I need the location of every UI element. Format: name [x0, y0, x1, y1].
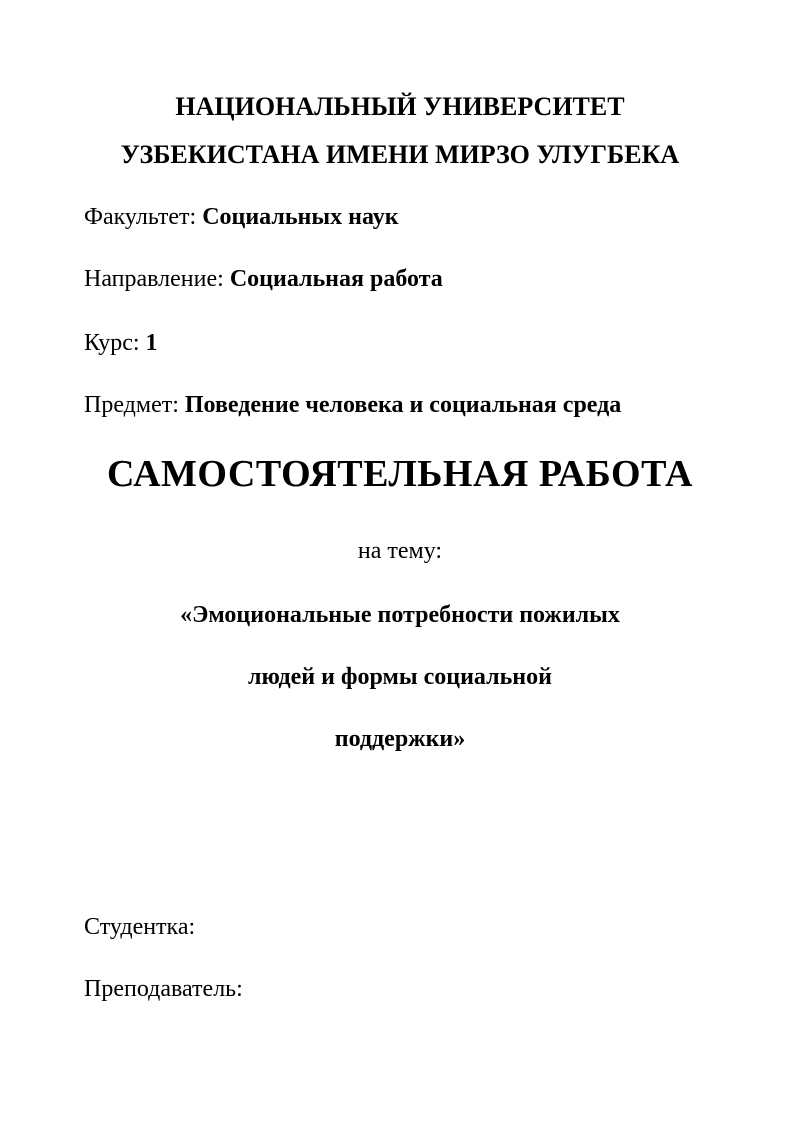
- subject-label: Предмет:: [84, 392, 179, 418]
- direction-row: [84, 266, 443, 293]
- subject-row: [84, 392, 621, 419]
- faculty-row: [84, 204, 399, 231]
- faculty-label: Факультет:: [84, 204, 197, 230]
- teacher-label: Преподаватель:: [84, 976, 243, 1002]
- faculty-value: Социальных наук: [202, 204, 399, 230]
- topic-line-1: «Эмоциональные потребности пожилых: [180, 602, 620, 628]
- topic-line-2: людей и формы социальной: [248, 664, 552, 690]
- course-row: [84, 330, 158, 357]
- topic-intro: на тему:: [357, 538, 443, 564]
- direction-value: Социальная работа: [229, 266, 443, 292]
- course-label: Курс:: [84, 330, 140, 356]
- subject-value: Поведение человека и социальная среда: [184, 392, 622, 418]
- direction-label: Направление:: [84, 266, 224, 292]
- work-title: САМОСТОЯТЕЛЬНАЯ РАБОТА: [107, 453, 693, 495]
- course-value: 1: [145, 330, 158, 356]
- university-name-line-1: НАЦИОНАЛЬНЫЙ УНИВЕРСИТЕТ: [175, 92, 625, 121]
- university-name-line-2: УЗБЕКИСТАНА ИМЕНИ МИРЗО УЛУГБЕКА: [120, 140, 680, 169]
- student-label: Студентка:: [84, 914, 196, 940]
- topic-line-3: поддержки»: [334, 726, 466, 752]
